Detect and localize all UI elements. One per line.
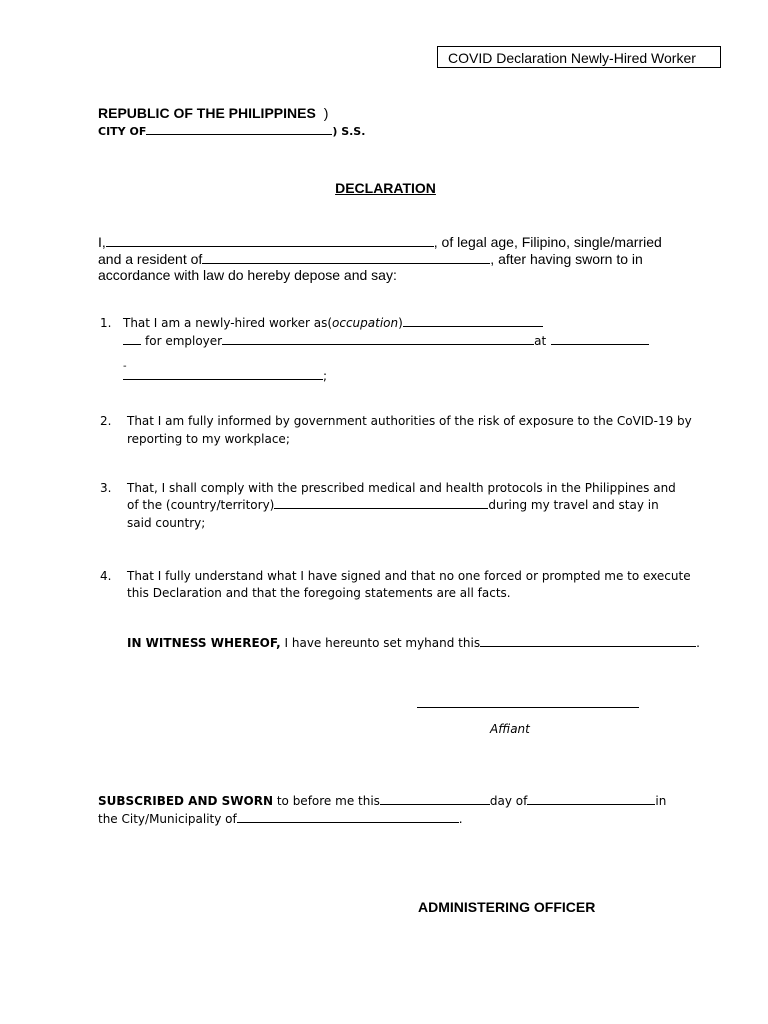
- republic-text: REPUBLIC OF THE PHILIPPINES: [98, 105, 316, 121]
- witness-text: I have hereunto set myhand this: [280, 636, 481, 650]
- country-blank[interactable]: [274, 507, 488, 509]
- item-1-dash: -: [123, 361, 127, 372]
- subscribed-line-2: [98, 811, 463, 828]
- witness-line: [127, 635, 700, 652]
- country-label: of the (country/territory): [127, 498, 275, 512]
- item-3-number: 3.: [100, 481, 112, 495]
- name-blank[interactable]: [106, 245, 434, 247]
- in-label: in: [655, 794, 667, 808]
- declaration-title: DECLARATION: [335, 180, 436, 196]
- witness-bold: IN WITNESS WHEREOF,: [127, 636, 281, 650]
- item-2-line-2: reporting to my workplace;: [127, 432, 290, 446]
- city-label: CITY OF: [98, 125, 147, 138]
- city-municipality-label: the City/Municipality of: [98, 812, 237, 826]
- item-1-line-1: [123, 315, 543, 332]
- city-suffix: ) S.S.: [332, 125, 366, 138]
- intro-line1-end: , of legal age, Filipino, single/married: [433, 234, 662, 250]
- city-municipality-blank[interactable]: [237, 821, 459, 823]
- document-tag-text: COVID Declaration Newly-Hired Worker: [448, 50, 696, 66]
- item-1-text-a: That I am a newly-hired worker as(: [123, 316, 332, 330]
- intro-line-3: accordance with law do hereby depose and say:: [98, 267, 397, 283]
- item-2-line-1: That I am fully informed by government authorities of the risk of exposure to the CoVID-19 by: [127, 414, 692, 428]
- employer-location-blank[interactable]: [551, 343, 649, 345]
- item-1-number: 1.: [100, 316, 112, 330]
- republic-paren: ): [323, 105, 329, 121]
- item-1-line-2: [123, 333, 649, 350]
- witness-date-blank[interactable]: [480, 645, 696, 647]
- intro-line-2: [98, 251, 643, 267]
- residence-blank[interactable]: [202, 262, 490, 264]
- intro-i: I,: [98, 234, 106, 250]
- subscribed-line-1: [98, 793, 666, 810]
- item-2-number: 2.: [100, 414, 112, 428]
- intro-resident: and a resident of: [98, 251, 203, 267]
- city-line: [98, 125, 365, 138]
- affiant-signature-line[interactable]: [417, 707, 639, 708]
- sworn-month-blank[interactable]: [527, 803, 655, 805]
- republic-heading: [98, 105, 328, 121]
- intro-line-1: [98, 234, 662, 250]
- item-1-semicolon: ;: [323, 369, 328, 383]
- employer-blank[interactable]: [222, 343, 534, 345]
- item-3-line-2: [127, 497, 659, 514]
- item-4-number: 4.: [100, 569, 112, 583]
- city-blank[interactable]: [146, 133, 332, 135]
- occupation-blank[interactable]: [403, 325, 543, 327]
- item-4-line-2: this Declaration and that the foregoing statements are all facts.: [127, 586, 511, 600]
- item-1-text-b: ): [398, 316, 403, 330]
- address-blank[interactable]: [123, 378, 323, 380]
- subscribed-bold: SUBSCRIBED AND SWORN: [98, 794, 274, 808]
- administering-officer-label: ADMINISTERING OFFICER: [418, 899, 596, 915]
- sworn-day-blank[interactable]: [380, 803, 490, 805]
- item-1-line-3: [123, 368, 327, 385]
- item-3-line2-end: during my travel and stay in: [488, 498, 659, 512]
- day-of-label: day of: [489, 794, 528, 808]
- witness-period: .: [696, 636, 700, 650]
- item-4-line-1: That I fully understand what I have signed and that no one forced or prompted me to execute: [127, 569, 691, 583]
- item-3-line-1: That, I shall comply with the prescribed medical and health protocols in the Philippines and: [127, 481, 676, 495]
- intro-line2-end: , after having sworn to in: [490, 251, 643, 267]
- for-employer-label: for employer: [145, 334, 223, 348]
- document-tag-box: [437, 46, 721, 68]
- subscribed-text-a: to before me this: [273, 794, 380, 808]
- at-label: at: [534, 334, 547, 348]
- affiant-label: Affiant: [490, 722, 530, 736]
- item-3-line-3: said country;: [127, 516, 206, 530]
- employer-prefix-blank[interactable]: [123, 343, 141, 345]
- subscribed-period: .: [458, 812, 463, 826]
- occupation-label: occupation: [332, 316, 399, 330]
